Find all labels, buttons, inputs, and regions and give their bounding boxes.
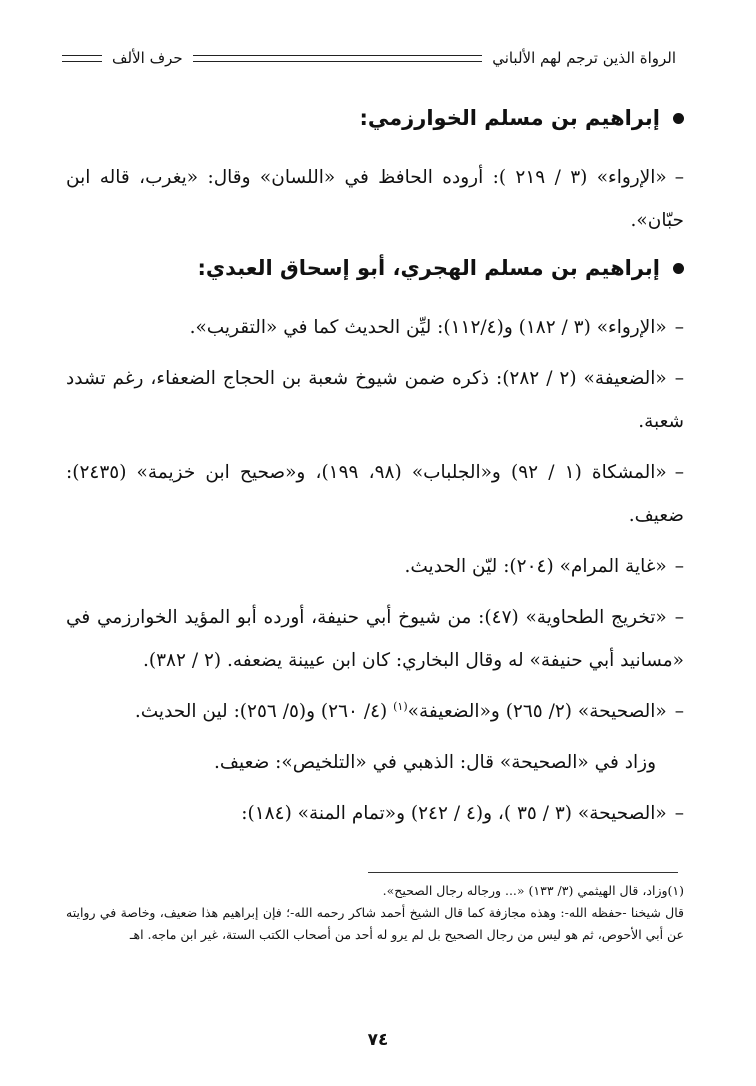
dash-marker: – xyxy=(674,317,684,338)
dash-marker: – xyxy=(674,556,684,577)
dash-marker: – xyxy=(674,607,684,628)
dash-marker: – xyxy=(674,701,684,722)
page-number: ٧٤ xyxy=(367,1030,389,1050)
citation-paragraph: –«غاية المرام» (٢٠٤): ليّن الحديث. xyxy=(404,556,684,577)
bullet-icon xyxy=(673,113,684,124)
dash-marker: – xyxy=(674,368,684,389)
dash-marker: – xyxy=(674,462,685,483)
dash-marker: – xyxy=(674,167,685,188)
dash-marker: – xyxy=(674,803,684,824)
citation-paragraph: –«الصحيحة» (٢/ ٢٦٥) و«الضعيفة»$^{(١)}$ (٤/ ٢٦٠) و(٥/ ٢٥٦): لين الحديث. xyxy=(134,699,684,722)
footnotes xyxy=(66,880,684,946)
footnote-marker: (١) xyxy=(393,699,408,713)
bullet-icon xyxy=(673,263,684,274)
footnote-separator xyxy=(368,872,678,873)
main-text xyxy=(66,100,684,843)
citation-paragraph: –«المشكاة (١ / ٩٢) و«الجلباب» (٩٨، ١٩٩)، و«صحيح ابن خزيمة» (٢٤٣٥): ضعيف. xyxy=(66,462,685,526)
citation-paragraph: –«الإرواء» (٣ / ١٨٢) و(١١٢/٤): ليِّن الحديث كما في «التقريب». xyxy=(189,317,684,338)
citation-paragraph: –«تخريج الطحاوية» (٤٧): من شيوخ أبي حنيفة، أورده أبو المؤيد الخوارزمي في «مسانيد أبي حنيفة» له وقال البخاري: كان ابن عيينة يضعفه. (٢ / ٣٨٢). xyxy=(66,607,684,671)
footnote: قال شيخنا -حفظه الله-: وهذه مجازفة كما قال الشيخ أحمد شاكر رحمه الله-؛ فإن إبراهيم هذا ضعيف، وخاصة في روايته عن أبي الأحوص، ثم هو ليس من رجال الصحيح بل لم يرو له أحد من أصحاب الكتب الستة، غير ابن ماجه. اهـ xyxy=(66,905,684,942)
entry-heading: إبراهيم بن مسلم الخوارزمي: xyxy=(66,100,684,136)
header-rule xyxy=(193,55,483,62)
entry-heading: إبراهيم بن مسلم الهجري، أبو إسحاق العبدي: xyxy=(66,250,684,286)
header-title: الرواة الذين ترجم لهم الألباني xyxy=(492,49,676,67)
note-paragraph: وزاد في «الصحيحة» قال: الذهبي في «التلخيص»: ضعيف. xyxy=(214,752,656,773)
header-section: حرف الألف xyxy=(112,49,183,67)
citation-paragraph: –«الصحيحة» (٣ / ٣٥ )، و(٤ / ٢٤٢) و«تمام المنة» (١٨٤): xyxy=(241,803,684,824)
citation-paragraph: –«الإرواء» (٣ / ٢١٩ ): أروده الحافظ في «اللسان» وقال: «يغرب، قاله ابن حبّان». xyxy=(66,167,685,231)
header-rule-short xyxy=(62,55,102,62)
citation-paragraph: –«الضعيفة» (٢ / ٢٨٢): ذكره ضمن شيوخ شعبة بن الحجاج الضعفاء، رغم تشدد شعبة. xyxy=(66,368,684,432)
running-header xyxy=(62,44,676,72)
footnote: (١)وزاد، قال الهيثمي (٣/ ١٣٣) «... ورجاله رجال الصحيح». xyxy=(382,883,684,898)
